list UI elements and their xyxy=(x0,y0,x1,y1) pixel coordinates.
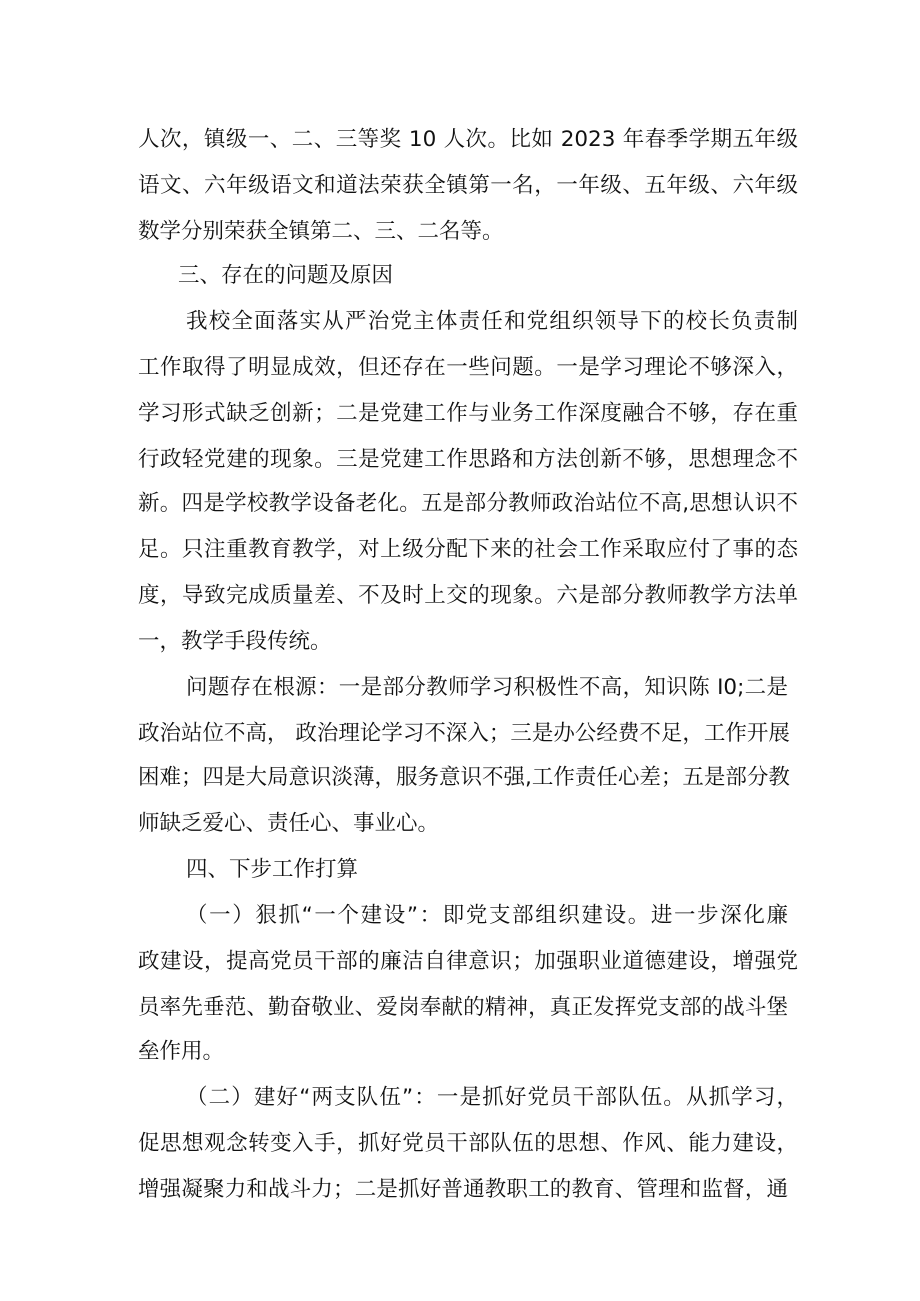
paragraph-line: 数学分别荣获全镇第二、三、二名等。 xyxy=(138,219,504,244)
paragraph-line: 我校全面落实从严治党主体责任和党组织领导下的校长负责制 xyxy=(186,309,798,334)
paragraph-line: 问题存在根源：一是部分教师学习积极性不高，知识陈 I0;二是 xyxy=(186,675,788,700)
paragraph-line: 度，导致完成质量差、不及时上交的现象。六是部分教师教学方法单 xyxy=(138,583,798,608)
paragraph-line: 人次，镇级一、二、三等奖 10 人次。比如 2023 年春季学期五年级 xyxy=(138,127,798,152)
paragraph-line: 行政轻党建的现象。三是党建工作思路和方法创新不够，思想理念不 xyxy=(138,447,798,472)
paragraph-line: 学习形式缺乏创新；二是党建工作与业务工作深度融合不够，存在重 xyxy=(138,401,798,426)
paragraph-line: 师缺乏爱心、责任心、事业心。 xyxy=(138,811,440,836)
paragraph-line: 促思想观念转变入手，抓好党员干部队伍的思想、作风、能力建设， xyxy=(138,1131,798,1156)
paragraph-line: 垒作用。 xyxy=(138,1039,225,1064)
paragraph-line: 增强凝聚力和战斗力；二是抓好普通教职工的教育、管理和监督，通 xyxy=(138,1177,788,1202)
paragraph-line: 政建设，提高党员干部的廉洁自律意识；加强职业道德建设，增强党 xyxy=(138,949,798,974)
paragraph-line: （一）狠抓“一个建设”：即党支部组织建设。进一步深化廉 xyxy=(186,903,788,928)
paragraph-line: 语文、六年级语文和道法荣获全镇第一名，一年级、五年级、六年级 xyxy=(138,173,798,198)
paragraph-line: 足。只注重教育教学，对上级分配下来的社会工作采取应付了事的态 xyxy=(138,537,798,562)
paragraph-line: 政治站位不高， 政治理论学习不深入；三是办公经费不足，工作开展 xyxy=(138,721,790,746)
section-heading-3: 三、存在的问题及原因 xyxy=(178,263,394,288)
paragraph-line: 一，教学手段传统。 xyxy=(138,629,332,654)
section-heading-4: 四、下步工作打算 xyxy=(186,857,359,882)
paragraph-line: 员率先垂范、勤奋敬业、爱岗奉献的精神，真正发挥党支部的战斗堡 xyxy=(138,995,788,1020)
paragraph-line: 工作取得了明显成效，但还存在一些问题。一是学习理论不够深入， xyxy=(138,355,798,380)
paragraph-line: 困难；四是大局意识淡薄，服务意识不强,工作责任心差；五是部分教 xyxy=(138,765,790,790)
paragraph-line: （二）建好“两支队伍”：一是抓好党员干部队伍。从抓学习， xyxy=(186,1085,798,1110)
paragraph-line: 新。四是学校教学设备老化。五是部分教师政治站位不高,思想认识不 xyxy=(138,491,798,516)
